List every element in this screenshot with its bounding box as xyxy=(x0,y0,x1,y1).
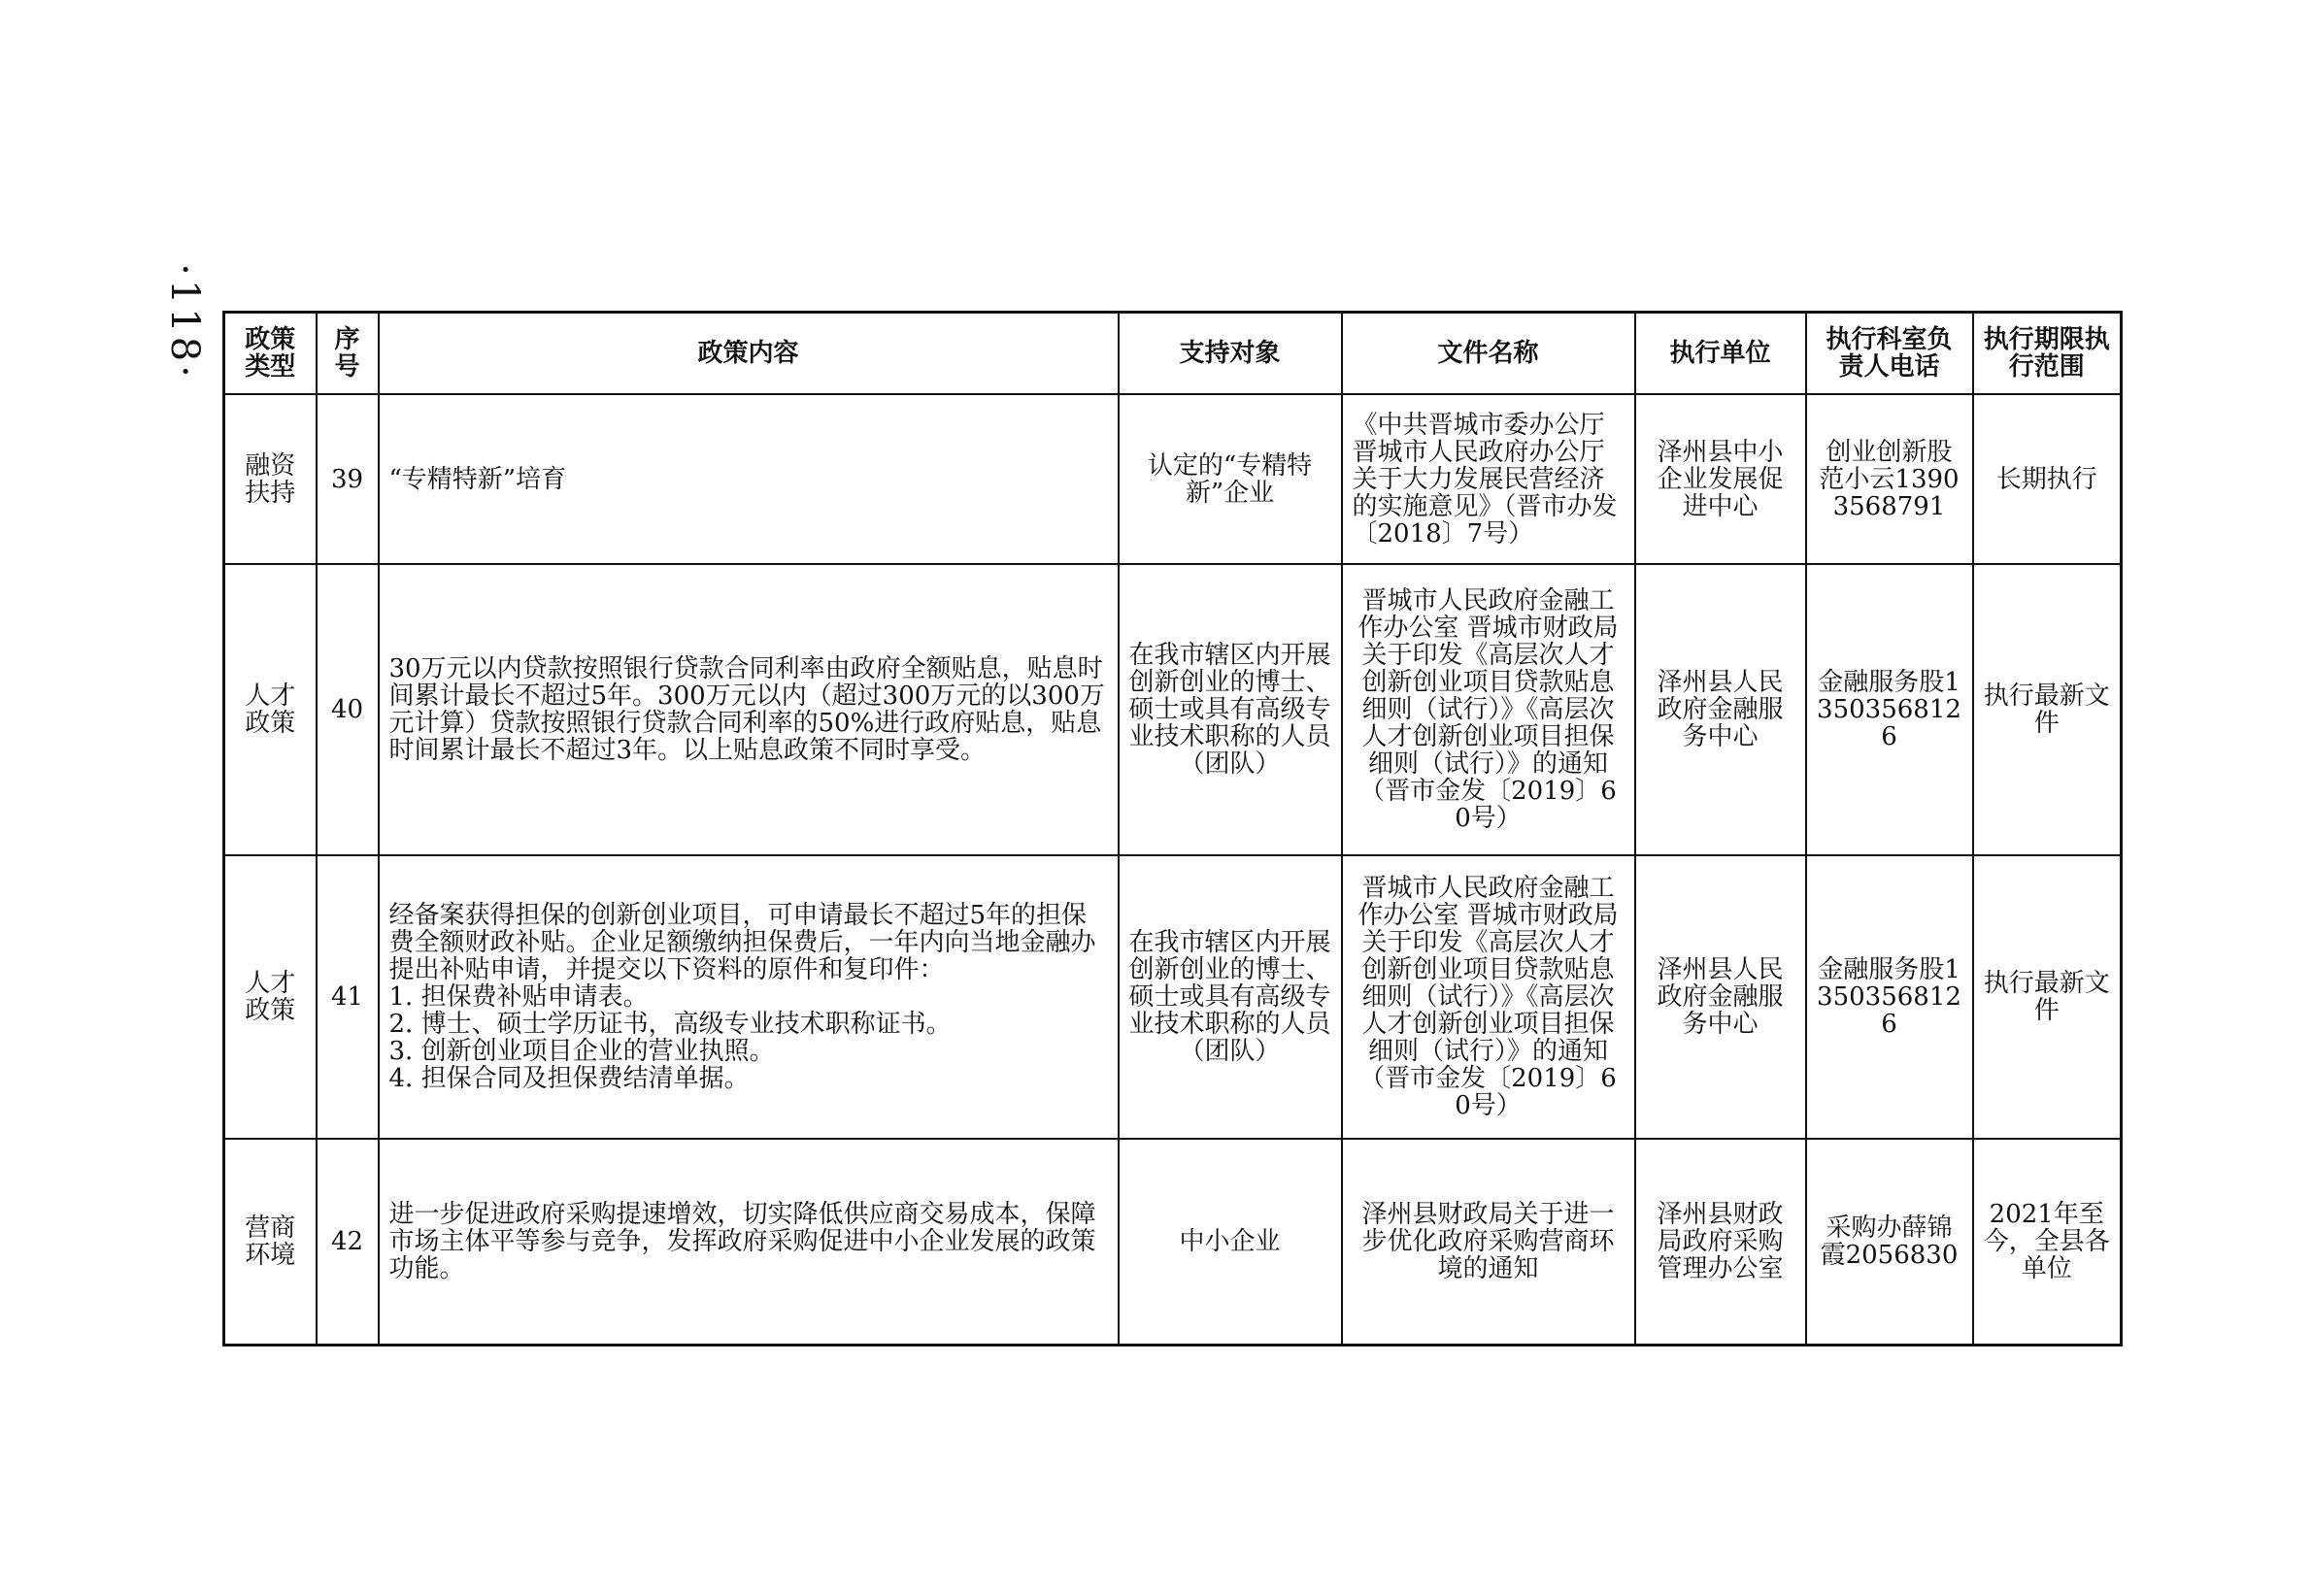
table-row xyxy=(224,855,2122,1139)
cell-seq: 42 xyxy=(317,1139,379,1346)
header-file: 文件名称 xyxy=(1342,313,1635,395)
header-period: 执行期限执行范围 xyxy=(1973,313,2122,395)
cell-file: 晋城市人民政府金融工作办公室 晋城市财政局关于印发《高层次人才创新创业项目贷款贴息细则（试行）》《高层次人才创新创业项目担保细则（试行）》的通知（晋市金发〔2019〕60号） xyxy=(1342,855,1635,1139)
cell-policy-type: 人才政策 xyxy=(224,855,317,1139)
cell-policy-type: 营商环境 xyxy=(224,1139,317,1346)
cell-file: 晋城市人民政府金融工作办公室 晋城市财政局关于印发《高层次人才创新创业项目贷款贴息细则（试行）》《高层次人才创新创业项目担保细则（试行）》的通知（晋市金发〔2019〕60号） xyxy=(1342,564,1635,855)
content-line: 1. 担保费补贴申请表。 xyxy=(388,982,649,1012)
content-line: 4. 担保合同及担保费结清单据。 xyxy=(388,1064,750,1093)
cell-contact: 采购办薛锦霞2056830 xyxy=(1806,1139,1973,1346)
content-line: 进一步促进政府采购提速增效，切实降低供应商交易成本，保障市场主体平等参与竞争，发挥政府采购促进中小企业发展的政策功能。 xyxy=(388,1200,1096,1283)
cell-period: 2021年至今，全县各单位 xyxy=(1973,1139,2122,1346)
table-row xyxy=(224,564,2122,855)
content-line: 30万元以内贷款按照银行贷款合同利率由政府全额贴息，贴息时间累计最长不超过5年。300万元以内（超过300万元的以300万元计算）贷款按照银行贷款合同利率的50%进行政府贴息，贴息时间累计最长不超过3年。以上贴息政策不同时享受。 xyxy=(388,654,1105,765)
cell-unit: 泽州县人民政府金融服务中心 xyxy=(1635,855,1806,1139)
page-number-container xyxy=(155,254,214,390)
cell-unit: 泽州县人民政府金融服务中心 xyxy=(1635,564,1806,855)
header-target: 支持对象 xyxy=(1119,313,1342,395)
cell-content xyxy=(379,855,1119,1139)
cell-unit: 泽州县中小企业发展促进中心 xyxy=(1635,394,1806,564)
cell-file: 泽州县财政局关于进一步优化政府采购营商环境的通知 xyxy=(1342,1139,1635,1346)
header-content: 政策内容 xyxy=(379,313,1119,395)
policy-table xyxy=(222,311,2123,1347)
cell-contact: 金融服务股13503568126 xyxy=(1806,855,1973,1139)
cell-target: 认定的“专精特新”企业 xyxy=(1119,394,1342,564)
cell-target: 在我市辖区内开展创新创业的博士、硕士或具有高级专业技术职称的人员（团队） xyxy=(1119,855,1342,1139)
cell-content xyxy=(379,394,1119,564)
cell-policy-type: 人才政策 xyxy=(224,564,317,855)
cell-period: 执行最新文件 xyxy=(1973,855,2122,1139)
content-line: 3. 创新创业项目企业的营业执照。 xyxy=(388,1037,775,1066)
content-line: 经备案获得担保的创新创业项目，可申请最长不超过5年的担保费全额财政补贴。企业足额缴纳担保费后，一年内向当地金融办提出补贴申请，并提交以下资料的原件和复印件： xyxy=(388,901,1096,984)
cell-period: 执行最新文件 xyxy=(1973,564,2122,855)
cell-contact: 金融服务股13503568126 xyxy=(1806,564,1973,855)
content-line: “专精特新”培育 xyxy=(388,464,567,494)
cell-content xyxy=(379,1139,1119,1346)
cell-target: 中小企业 xyxy=(1119,1139,1342,1346)
cell-seq: 40 xyxy=(317,564,379,855)
header-policy-type: 政策类型 xyxy=(224,313,317,395)
header-unit: 执行单位 xyxy=(1635,313,1806,395)
cell-policy-type: 融资扶持 xyxy=(224,394,317,564)
content-line: 2. 博士、硕士学历证书，高级专业技术职称证书。 xyxy=(388,1010,952,1039)
table-header-row xyxy=(224,313,2122,395)
cell-seq: 39 xyxy=(317,394,379,564)
table-row xyxy=(224,1139,2122,1346)
cell-contact: 创业创新股范小云13903568791 xyxy=(1806,394,1973,564)
cell-file: 《中共晋城市委办公厅晋城市人民政府办公厅关于大力发展民营经济的实施意见》（晋市办发〔2018〕7号） xyxy=(1342,394,1635,564)
cell-period: 长期执行 xyxy=(1973,394,2122,564)
header-seq: 序号 xyxy=(317,313,379,395)
page-number: ·118· xyxy=(162,263,207,382)
header-contact: 执行科室负责人电话 xyxy=(1806,313,1973,395)
table-row xyxy=(224,394,2122,564)
cell-unit: 泽州县财政局政府采购管理办公室 xyxy=(1635,1139,1806,1346)
cell-seq: 41 xyxy=(317,855,379,1139)
cell-target: 在我市辖区内开展创新创业的博士、硕士或具有高级专业技术职称的人员（团队） xyxy=(1119,564,1342,855)
cell-content xyxy=(379,564,1119,855)
